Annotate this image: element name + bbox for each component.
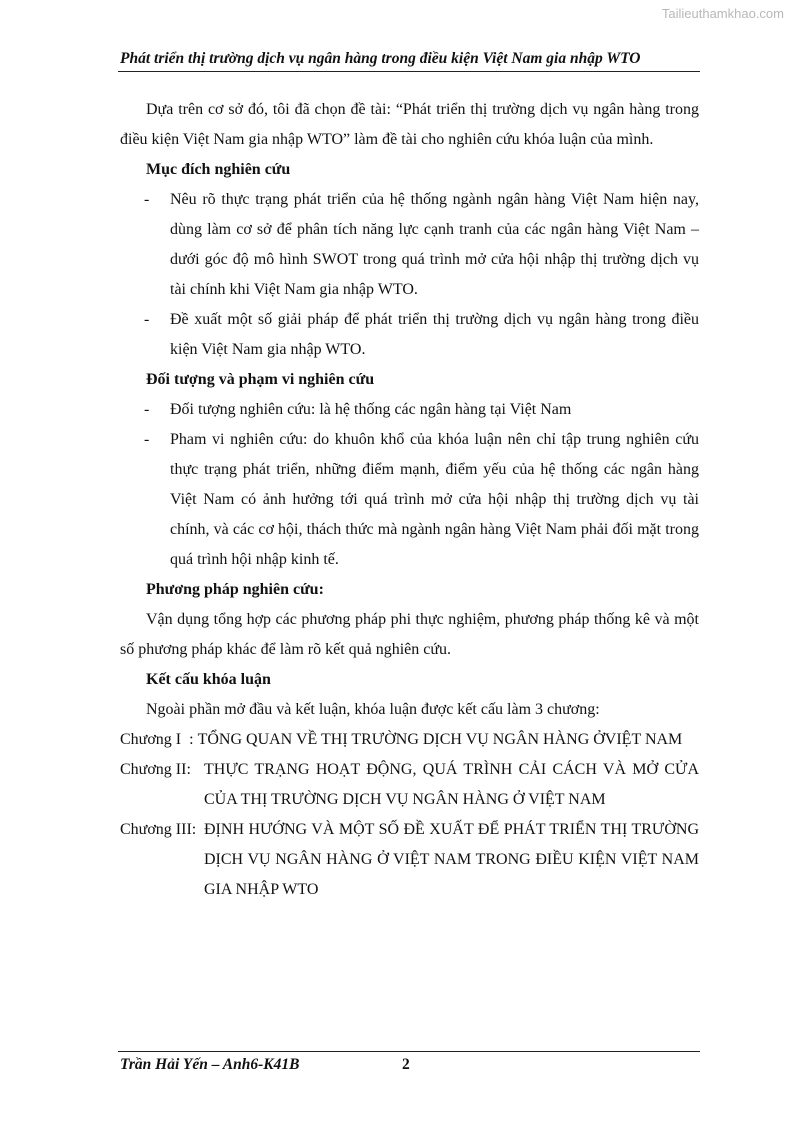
purpose-item-text: Đề xuất một số giải pháp để phát triển thị trường dịch vụ ngân hàng trong điều kiện Việt Nam gia nhập WTO. bbox=[170, 311, 699, 358]
purpose-item-text: Nêu rõ thực trạng phát triển của hệ thống ngành ngân hàng Việt Nam hiện nay, dùng làm cơ sở để phân tích năng lực cạnh tranh của các ngân hàng Việt Nam – dưới góc độ mô hình SWOT trong quá trình mở cửa hội nhập thị trường dịch vụ tài chính khi Việt Nam gia nhập WTO. bbox=[170, 191, 699, 298]
method-paragraph: Vận dụng tổng hợp các phương pháp phi thực nghiệm, phương pháp thống kê và một số phương pháp khác để làm rõ kết quả nghiên cứu. bbox=[120, 611, 699, 658]
chapter-title: THỰC TRẠNG HOẠT ĐỘNG, QUÁ TRÌNH CẢI CÁCH VÀ MỞ CỬA CỦA THỊ TRƯỜNG DỊCH VỤ NGÂN HÀNG Ở VIỆT NAM bbox=[204, 761, 699, 808]
chapter-title: TỔNG QUAN VỀ THỊ TRƯỜNG DỊCH VỤ NGÂN HÀNG ỞVIỆT NAM bbox=[197, 731, 683, 748]
footer-divider bbox=[118, 1051, 700, 1052]
structure-heading: Kết cấu khóa luận bbox=[146, 671, 271, 688]
chapter-label: Chương I : bbox=[120, 731, 198, 748]
dash-bullet: - bbox=[144, 311, 150, 328]
chapter-title: ĐỊNH HƯỚNG VÀ MỘT SỐ ĐỀ XUẤT ĐỂ PHÁT TRIỂN THỊ TRƯỜNG DỊCH VỤ NGÂN HÀNG Ở VIỆT NAM TRONG ĐIỀU KIỆN VIỆT NAM GIA NHẬP WTO bbox=[204, 821, 699, 898]
page-body bbox=[120, 95, 699, 905]
purpose-item bbox=[120, 305, 699, 365]
dash-bullet: - bbox=[144, 431, 150, 448]
chapter-entry bbox=[120, 755, 699, 815]
dash-bullet: - bbox=[144, 401, 150, 418]
header-divider bbox=[118, 71, 700, 72]
chapter-label: Chương III: bbox=[120, 821, 201, 838]
method-heading: Phương pháp nghiên cứu: bbox=[146, 581, 324, 598]
purpose-heading: Mục đích nghiên cứu bbox=[146, 161, 291, 178]
purpose-item bbox=[120, 185, 699, 305]
chapter-entry bbox=[120, 725, 699, 755]
intro-paragraph: Dựa trên cơ sở đó, tôi đã chọn đề tài: “Phát triển thị trường dịch vụ ngân hàng trong điều kiện Việt Nam gia nhập WTO” làm đề tài cho nghiên cứu khóa luận của mình. bbox=[120, 101, 699, 148]
scope-item-text: Đối tượng nghiên cứu: là hệ thống các ngân hàng tại Việt Nam bbox=[170, 401, 572, 418]
scope-item bbox=[120, 395, 699, 425]
dash-bullet: - bbox=[144, 191, 150, 208]
scope-item-text: Pham vi nghiên cứu: do khuôn khổ của khóa luận nên chỉ tập trung nghiên cứu thực trạng phát triển, những điểm mạnh, điểm yếu của hệ thống các ngân hàng Việt Nam có ảnh hưởng tới quá trình mở cửa hội nhập thị trường dịch vụ tài chính, và các cơ hội, thách thức mà ngành ngân hàng Việt Nam phải đối mặt trong quá trình hội nhập kinh tế. bbox=[170, 431, 699, 568]
chapter-label: Chương II: bbox=[120, 761, 195, 778]
running-header: Phát triển thị trường dịch vụ ngân hàng trong điều kiện Việt Nam gia nhập WTO bbox=[120, 50, 641, 67]
scope-item bbox=[120, 425, 699, 575]
structure-paragraph: Ngoài phần mở đầu và kết luận, khóa luận được kết cấu làm 3 chương: bbox=[146, 701, 600, 718]
page-number: 2 bbox=[402, 1056, 410, 1073]
footer-author: Trần Hải Yến – Anh6-K41B bbox=[120, 1056, 300, 1073]
watermark: Tailieuthamkhao.com bbox=[661, 6, 784, 21]
chapter-entry bbox=[120, 815, 699, 905]
scope-heading: Đối tượng và phạm vi nghiên cứu bbox=[146, 371, 375, 388]
